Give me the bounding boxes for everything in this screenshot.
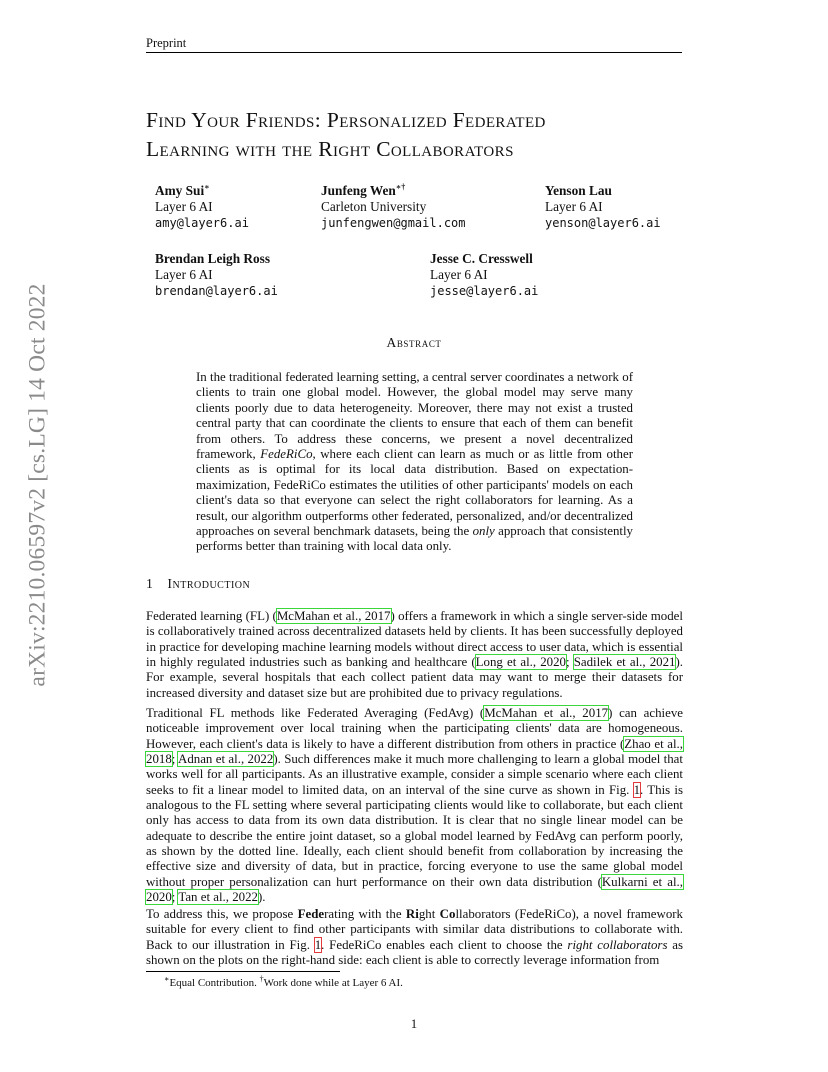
author-email[interactable]: junfengwen@gmail.com (321, 216, 466, 230)
citation-link[interactable]: McMahan et al., 2017 (484, 706, 609, 720)
header-rule (146, 52, 682, 53)
citation-link[interactable]: Adnan et al., 2022 (178, 752, 274, 767)
arxiv-identifier: arXiv:2210.06597v2 [cs.LG] 14 Oct 2022 (24, 283, 51, 687)
author-block (430, 251, 538, 299)
citation-link[interactable]: Zhao et al., 2018 (146, 736, 683, 767)
citation-link[interactable]: Kulkarni et al., 2020 (146, 874, 683, 905)
citation-link[interactable]: McMahan et al., 2017 (276, 609, 391, 623)
section-heading-introduction (146, 576, 250, 592)
footnote: ∗Equal Contribution. †Work done while at Layer 6 AI. (164, 974, 403, 989)
intro-paragraph-2: Traditional FL methods like Federated Averaging (FedAvg) (McMahan et al., 2017) can achieve noticeable improvement over local training when the participating clients' data are homogeneous. However, each client's data is likely to have a different distribution from others in practice (Zhao et al., 2018; Adnan et al., 2022). Such differences make it much more challenging to learn a global model that works well for all participants. As an illustrative example, consider a simple scenario where each client seeks to fit a linear model to limited data, on an interval of the sine curve as shown in Fig. 1. This is analogous to the FL setting where several participating clients would like to collaborate, but each client only has access to data from its own data distribution. It is clear that no single linear model can be adequate to describe the entire joint dataset, so a global model learned by FedAvg can perform poorly, as shown by the dotted line. Ideally, each client should benefit from collaboration by increasing the effective size and diversity of data, but in practice, forcing everyone to use the same global model without proper personalization can hurt performance on their own data distribution (Kulkarni et al., 2020; Tan et al., 2022). (146, 706, 684, 905)
author-affiliation: Layer 6 AI (155, 199, 213, 214)
intro-paragraph-1: Federated learning (FL) (McMahan et al., 2017) offers a framework in which a single server-side model is collaboratively trained across decentralized datasets held by clients. It has been successfully deployed in practice for developing machine learning models without direct access to user data, which is essential in highly regulated industries such as banking and healthcare (Long et al., 2020; Sadilek et al., 2021). For example, several hospitals that each collect patient data may want to merge their datasets for increased diversity and dataset size but are prohibited due to privacy regulations. (146, 609, 683, 700)
author-affiliation: Layer 6 AI (155, 267, 213, 282)
citation-link[interactable]: Tan et al., 2022 (178, 890, 258, 905)
author-name: Brendan Leigh Ross (155, 251, 271, 266)
author-affiliation: Carleton University (321, 199, 427, 214)
author-affiliation: Layer 6 AI (430, 267, 488, 282)
author-name: Junfeng Wen∗† (321, 182, 406, 198)
author-name: Yenson Lau (545, 183, 612, 198)
title-line-2: Learning with the Right Collaborators (146, 137, 514, 161)
author-email[interactable]: amy@layer6.ai (155, 216, 249, 230)
figure-reference-link[interactable]: 1 (633, 782, 641, 797)
running-header: Preprint (146, 36, 187, 50)
citation-link[interactable]: Sadilek et al., 2021 (573, 655, 676, 670)
author-email[interactable]: yenson@layer6.ai (545, 216, 661, 230)
author-block (321, 183, 466, 231)
section-title: Introduction (167, 576, 251, 591)
author-email[interactable]: jesse@layer6.ai (430, 284, 539, 298)
citation-link[interactable]: Long et al., 2020 (475, 655, 566, 670)
author-block (545, 183, 661, 231)
author-block (155, 183, 249, 231)
title-line-1: Find Your Friends: Personalized Federated (146, 108, 546, 132)
section-number: 1 (146, 576, 154, 591)
abstract-body: In the traditional federated learning setting, a central server coordinates a network of clients to train one global model. However, the global model may serve many clients poorly due to data heterogeneity. Moreover, there may not exist a trusted central party that can coordinate the clients to ensure that each of them can benefit from others. To address these concerns, we present a novel decentralized framework, FedeRiCo, where each client can learn as much or as little from other clients as is optimal for its local data distribution. Based on expectation-maximization, FedeRiCo estimates the utilities of other participants' models on each client's data so that everyone can select the right collaborators for learning. As a result, our algorithm outperforms other federated, personalized, and/or decentralized approaches on several benchmark datasets, being the only approach that consistently performs better than training with local data only. (196, 370, 633, 554)
page-number: 1 (410, 1017, 418, 1031)
paper-title (146, 106, 706, 164)
author-name: Jesse C. Cresswell (430, 251, 533, 266)
author-email[interactable]: brendan@layer6.ai (155, 284, 278, 298)
intro-paragraph-3: To address this, we propose Federating with the Right Collaborators (FedeRiCo), a novel framework suitable for every client to find other participants with similar data distributions to collaborate with. Back to our illustration in Fig. 1. FedeRiCo enables each client to choose the right collaborators as shown on the plots on the right-hand side: each client is able to correctly leverage information from (146, 907, 684, 968)
author-affiliation: Layer 6 AI (545, 199, 603, 214)
footnote-rule (146, 971, 340, 972)
abstract-heading: Abstract (386, 335, 442, 350)
figure-reference-link[interactable]: 1 (314, 937, 322, 952)
author-block (155, 251, 278, 299)
author-name: Amy Sui∗ (155, 182, 210, 198)
